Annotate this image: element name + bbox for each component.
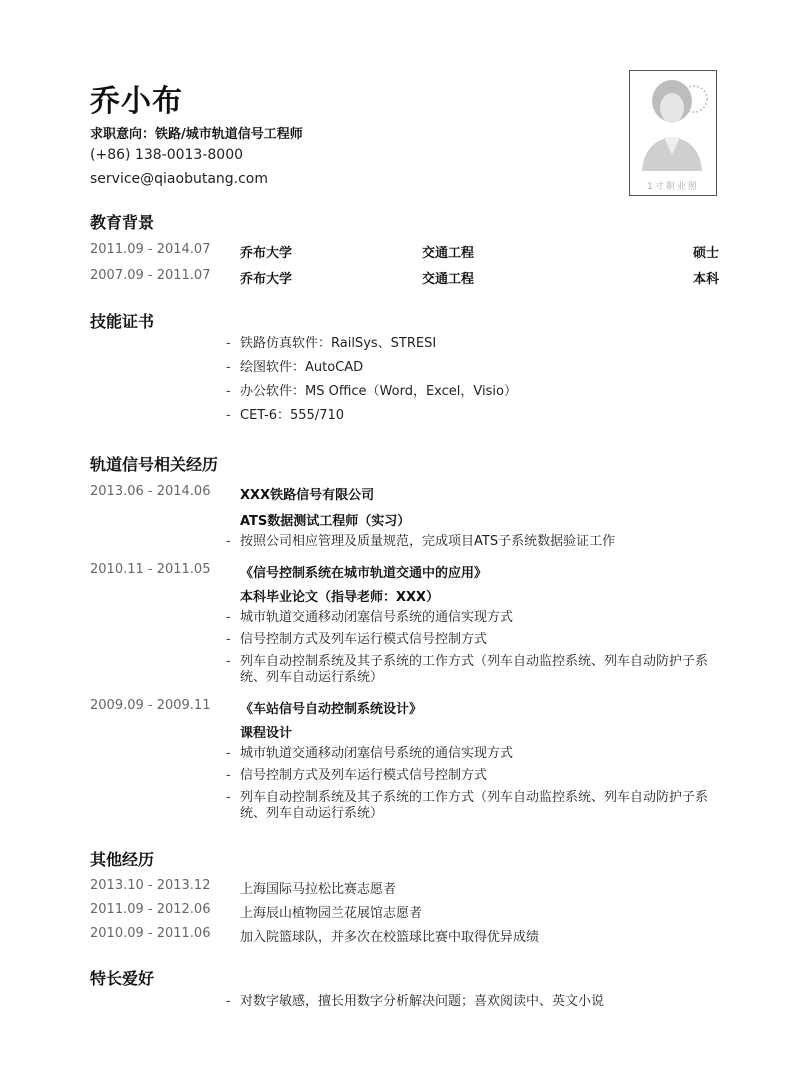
education-major: 交通工程 bbox=[422, 272, 475, 287]
other-text: 加入院篮球队，并多次在校篮球比赛中取得优异成绩 bbox=[240, 930, 540, 945]
skill-item: - 铁路仿真软件：RailSys、STRESI bbox=[226, 336, 720, 352]
candidate-name: 乔小布 bbox=[90, 84, 183, 119]
experience-org: XXX铁路信号有限公司 bbox=[240, 488, 375, 503]
experience-bullet-text: 按照公司相应管理及质量规范，完成项目ATS子系统数据验证工作 bbox=[240, 534, 616, 549]
experience-bullet-text: 列车自动控制系统及其子系统的工作方式（列车自动监控系统、列车自动防护子系统、列车自动运行系统） bbox=[240, 790, 709, 821]
education-degree: 本科 bbox=[692, 272, 719, 287]
job-intent: 求职意向：铁路/城市轨道信号工程师 bbox=[90, 127, 303, 142]
experience-role: 课程设计 bbox=[240, 726, 293, 741]
other-date: 2011.09 - 2012.06 bbox=[90, 902, 211, 917]
section-title-education: 教育背景 bbox=[90, 213, 155, 232]
experience-bullet: - 信号控制方式及列车运行模式信号控制方式 bbox=[226, 768, 720, 784]
education-school: 乔布大学 bbox=[240, 272, 293, 287]
skill-item-text: 办公软件：MS Office（Word，Excel，Visio） bbox=[240, 384, 517, 399]
other-date: 2010.09 - 2011.06 bbox=[90, 926, 211, 941]
section-title-experience: 轨道信号相关经历 bbox=[90, 455, 219, 474]
photo-caption: 1寸职业照 bbox=[647, 182, 699, 192]
experience-bullet-text: 城市轨道交通移动闭塞信号系统的通信实现方式 bbox=[240, 746, 514, 761]
skill-item: - CET-6：555/710 bbox=[226, 408, 720, 424]
skill-item: - 办公软件：MS Office（Word，Excel，Visio） bbox=[226, 384, 720, 400]
phone-number: (+86) 138-0013-8000 bbox=[90, 147, 244, 163]
experience-bullet-text: 城市轨道交通移动闭塞信号系统的通信实现方式 bbox=[240, 610, 514, 625]
experience-date: 2010.11 - 2011.05 bbox=[90, 562, 211, 577]
experience-bullet: - 城市轨道交通移动闭塞信号系统的通信实现方式 bbox=[226, 746, 720, 762]
avatar-icon bbox=[630, 71, 716, 181]
experience-date: 2013.06 - 2014.06 bbox=[90, 484, 211, 499]
experience-date: 2009.09 - 2009.11 bbox=[90, 698, 211, 713]
email-address: service@qiaobutang.com bbox=[90, 171, 269, 187]
skill-item-text: 铁路仿真软件：RailSys、STRESI bbox=[240, 336, 437, 351]
section-title-other: 其他经历 bbox=[90, 850, 155, 869]
hobby-item: - 对数字敏感，擅长用数字分析解决问题；喜欢阅读中、英文小说 bbox=[226, 994, 720, 1010]
education-date: 2007.09 - 2011.07 bbox=[90, 268, 211, 283]
other-date: 2013.10 - 2013.12 bbox=[90, 878, 211, 893]
experience-bullet: - 列车自动控制系统及其子系统的工作方式（列车自动监控系统、列车自动防护子系统、列车自动运行系统） bbox=[226, 790, 720, 822]
experience-bullet: - 按照公司相应管理及质量规范，完成项目ATS子系统数据验证工作 bbox=[226, 534, 720, 550]
skill-item-text: 绘图软件：AutoCAD bbox=[240, 360, 364, 375]
experience-org: 《车站信号自动控制系统设计》 bbox=[240, 702, 423, 717]
other-text: 上海辰山植物园兰花展馆志愿者 bbox=[240, 906, 423, 921]
education-school: 乔布大学 bbox=[240, 246, 293, 261]
experience-org: 《信号控制系统在城市轨道交通中的应用》 bbox=[240, 566, 488, 581]
education-date: 2011.09 - 2014.07 bbox=[90, 242, 211, 257]
experience-bullet-text: 列车自动控制系统及其子系统的工作方式（列车自动监控系统、列车自动防护子系统、列车自动运行系统） bbox=[240, 654, 709, 685]
section-title-hobbies: 特长爱好 bbox=[90, 969, 155, 988]
education-degree: 硕士 bbox=[692, 246, 719, 261]
photo-placeholder bbox=[629, 70, 717, 196]
experience-role: ATS数据测试工程师（实习） bbox=[240, 514, 411, 529]
experience-bullet: - 城市轨道交通移动闭塞信号系统的通信实现方式 bbox=[226, 610, 720, 626]
experience-bullet: - 列车自动控制系统及其子系统的工作方式（列车自动监控系统、列车自动防护子系统、列车自动运行系统） bbox=[226, 654, 720, 686]
skill-item: - 绘图软件：AutoCAD bbox=[226, 360, 720, 376]
skill-item-text: CET-6：555/710 bbox=[240, 408, 345, 423]
hobby-item-text: 对数字敏感，擅长用数字分析解决问题；喜欢阅读中、英文小说 bbox=[240, 994, 605, 1009]
education-major: 交通工程 bbox=[422, 246, 475, 261]
other-text: 上海国际马拉松比赛志愿者 bbox=[240, 882, 397, 897]
section-title-skills: 技能证书 bbox=[90, 312, 155, 331]
experience-bullet-text: 信号控制方式及列车运行模式信号控制方式 bbox=[240, 768, 488, 783]
experience-role: 本科毕业论文（指导老师：XXX） bbox=[240, 590, 440, 605]
experience-bullet: - 信号控制方式及列车运行模式信号控制方式 bbox=[226, 632, 720, 648]
experience-bullet-text: 信号控制方式及列车运行模式信号控制方式 bbox=[240, 632, 488, 647]
